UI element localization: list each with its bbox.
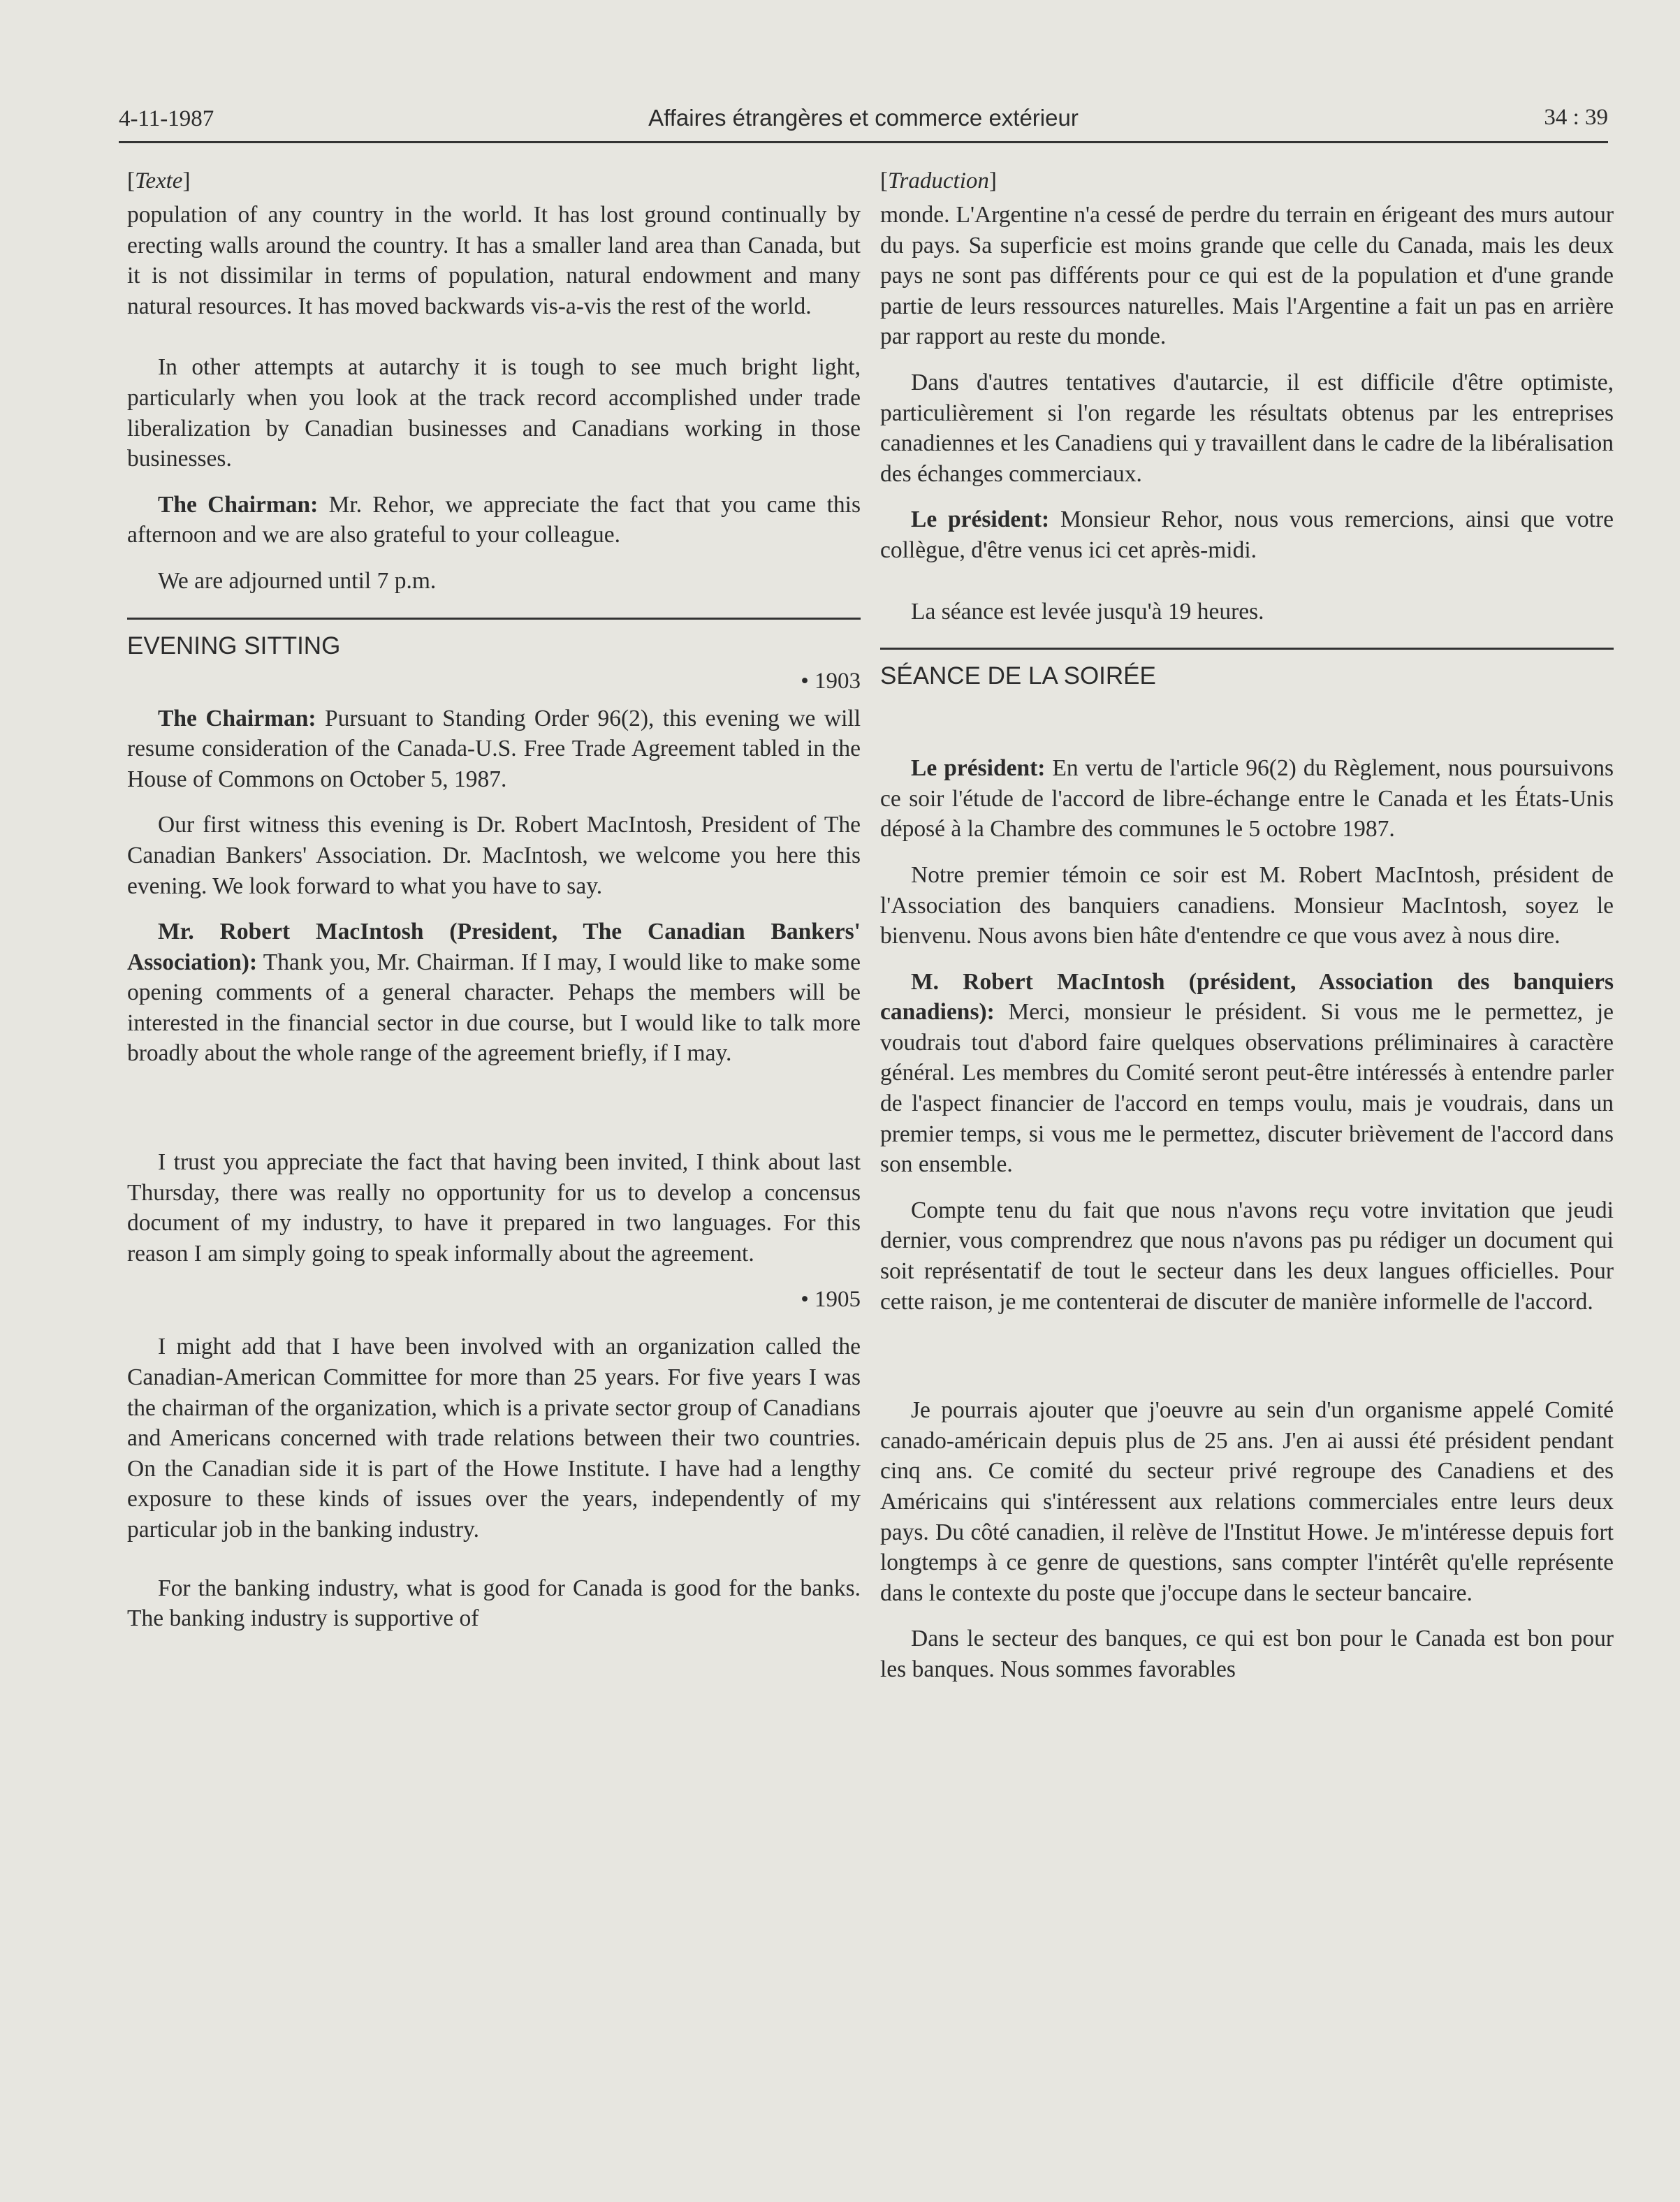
paragraph: Dans le secteur des banques, ce qui est bon pour le Canada est bon pour les banques. Nous sommes favorables <box>880 1626 1614 1682</box>
section-heading: EVENING SITTING <box>127 632 341 659</box>
paragraph: Notre premier témoin ce soir est M. Robert MacIntosh, président de l'Association des banquiers canadiens. Monsieur MacIntosh, soyez le bienvenu. Nous avons bien hâte d'entendre ce que vous avez à nous dire. <box>880 861 1614 949</box>
header-date: 4-11-1987 <box>119 106 214 131</box>
column-label: [Texte] <box>127 168 191 194</box>
paragraph <box>127 490 861 550</box>
speaker-name: Le président: <box>911 506 1050 533</box>
header-title: Affaires étrangères et commerce extérieur <box>648 105 1079 131</box>
paragraph <box>127 917 861 1069</box>
paragraph <box>880 967 1614 1180</box>
paragraph: Our first witness this evening is Dr. Robert MacIntosh, President of The Canadian Bankers' Association. Dr. MacIntosh, we welcome you here this evening. We look forward to what you have to say. <box>127 812 861 899</box>
paragraph: I might add that I have been involved with an organization called the Canadian-American Committee for more than 25 years. For five years I was the chairman of the organization, which is a private sector group of Canadians and Americans concerned with trade relations between their two countries. On the Canadian side it is part of the Howe Institute. I have had a lengthy exposure to these kinds of issues over the years, independently of my particular job in the banking industry. <box>127 1334 861 1543</box>
speaker-name: Le président: <box>911 755 1046 782</box>
time-marker: • 1903 <box>801 668 861 694</box>
speaker-name: The Chairman: <box>158 705 316 731</box>
paragraph <box>880 753 1614 845</box>
column-label-text: Traduction <box>888 168 989 194</box>
speech-text: Pursuant to Standing Order 96(2), this evening we will resume consideration of the Canada-U.S. Free Trade Agreement tabled in the House of Commons on October 5, 1987. <box>127 705 861 792</box>
page-header <box>119 105 1608 143</box>
paragraph: I trust you appreciate the fact that having been invited, I think about last Thursday, there was really no opportunity for us to develop a concensus document of my industry, to have it prepared in two languages. For this reason I am simply going to speak informally about the agreement. <box>127 1149 861 1267</box>
french-column <box>880 166 1614 1700</box>
speech-text: Monsieur Rehor, nous vous remercions, ainsi que votre collègue, d'être venus ici cet après-midi. <box>880 506 1614 563</box>
paragraph: La séance est levée jusqu'à 19 heures. <box>911 598 1264 625</box>
speech-text: Merci, monsieur le président. Si vous me le permettez, je voudrais tout d'abord faire quelques observations préliminaires à caractère général. Les membres du Comité seront peut-être intéressés à entendre parler de l'aspect financier de l'accord en temps voulu, mais je voudrais, dans un premier temps, si vous me le permettez, discuter brièvement de l'accord dans son ensemble. <box>880 999 1614 1178</box>
paragraph: monde. L'Argentine n'a cessé de perdre du terrain en érigeant des murs autour du pays. Sa superficie est moins grande que celle du Canada, mais les deux pays ne sont pas différents pour ce qui est de la population et d'une grande partie de leurs ressources naturelles. Mais l'Argentine a fait un pas en arrière par rapport au reste du monde. <box>880 202 1614 350</box>
paragraph: Compte tenu du fait que nous n'avons reçu votre invitation que jeudi dernier, vous comprendrez que nous n'avons pas pu rédiger un document qui soit représentatif de tout le secteur dans les deux langues officielles. Pour cette raison, je me contenterai de discuter de manière informelle de l'accord. <box>880 1197 1614 1315</box>
section-heading: SÉANCE DE LA SOIRÉE <box>880 662 1156 690</box>
paragraph: Je pourrais ajouter que j'oeuvre au sein d'un organisme appelé Comité canado-américain depuis plus de 25 ans. J'en ai aussi été président pendant cinq ans. Ce comité du secteur privé regroupe des Canadiens et des Américains qui s'intéressent aux relations commerciales entre leurs deux pays. Du côté canadien, il relève de l'Institut Howe. Je m'intéresse depuis fort longtemps à ce genre de questions, sans compter l'intérêt qu'elle représente dans le contexte du poste que j'occupe dans le secteur bancaire. <box>880 1397 1614 1606</box>
paragraph <box>127 703 861 795</box>
paragraph: For the banking industry, what is good for Canada is good for the banks. The banking industry is supportive of <box>127 1575 861 1632</box>
paragraph: We are adjourned until 7 p.m. <box>158 567 437 594</box>
paragraph <box>880 504 1614 565</box>
speech-text: En vertu de l'article 96(2) du Règlement, nous poursuivons ce soir l'étude de l'accord de libre-échange entre le Canada et les États-Unis déposé à la Chambre des communes le 5 octobre 1987. <box>880 755 1614 843</box>
section-divider <box>880 648 1614 650</box>
english-column <box>127 166 861 1649</box>
column-label-text: Texte <box>135 168 183 194</box>
speech-text: Mr. Rehor, we appreciate the fact that you came this afternoon and we are also grateful to your colleague. <box>127 491 861 548</box>
section-divider <box>127 618 861 620</box>
speaker-name: Mr. Robert MacIntosh (President, The Canadian Bankers' Association): <box>127 919 861 975</box>
time-marker: • 1905 <box>801 1287 861 1313</box>
speaker-name: M. Robert MacIntosh (président, Association des banquiers canadiens): <box>880 968 1614 1026</box>
speaker-name: The Chairman: <box>158 491 319 518</box>
paragraph: In other attempts at autarchy it is tough to see much bright light, particularly when you look at the track record accomplished under trade liberalization by Canadian businesses and Canadians working in those businesses. <box>127 354 861 472</box>
paragraph: population of any country in the world. It has lost ground continually by erecting walls around the country. It has a smaller land area than Canada, but it is not dissimilar in terms of population, natural endowment and many natural resources. It has moved backwards vis-a-vis the rest of the world. <box>127 202 861 319</box>
paragraph: Dans d'autres tentatives d'autarcie, il est difficile d'être optimiste, particulièrement si l'on regarde les résultats obtenus par les entreprises canadiennes et les Canadiens qui y travaillent dans le cadre de la libéralisation des échanges commerciaux. <box>880 369 1614 487</box>
column-label: [Traduction] <box>880 168 997 194</box>
header-page-number: 34 : 39 <box>1544 105 1608 130</box>
speech-text: Thank you, Mr. Chairman. If I may, I would like to make some opening comments of a general character. Pehaps the members will be interested in the financial sector in due course, but I would like to talk more broadly about the whole range of the agreement briefly, if I may. <box>127 949 861 1067</box>
